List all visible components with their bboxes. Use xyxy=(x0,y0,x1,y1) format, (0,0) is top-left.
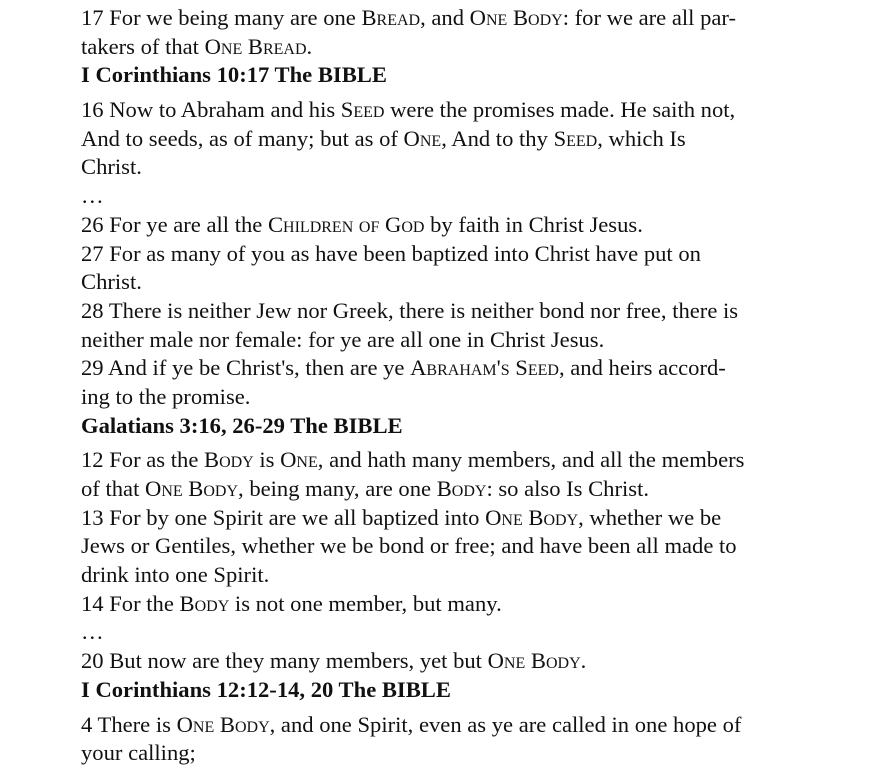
verse-line xyxy=(81,326,871,355)
verse-line xyxy=(81,647,871,676)
verse-line xyxy=(81,240,871,269)
verse-text: 28 There is neither Jew nor Greek, there is neither bond nor free, there is xyxy=(81,297,739,323)
verse-line xyxy=(81,561,871,590)
verse-line xyxy=(81,446,871,475)
emphasized-term: Body xyxy=(436,476,487,501)
verse-line xyxy=(81,211,871,240)
emphasized-term: One Body xyxy=(485,504,579,530)
verse-line xyxy=(81,711,871,740)
verse-text: , And to thy xyxy=(441,125,554,151)
verse-text: 17 For we being many are one xyxy=(81,5,362,30)
verse-line xyxy=(81,532,871,561)
emphasized-term: One Body xyxy=(487,648,581,674)
verse-text: 26 For ye are all the xyxy=(81,211,268,237)
verse-text: Jews or Gentiles, whether we be bond or free; and have been all made to xyxy=(81,533,737,559)
emphasized-term: Abraham's Seed xyxy=(410,355,559,381)
scripture-reference-heading: I Corinthians 12:12-14, 20 The BIBLE xyxy=(81,676,451,702)
verse-line xyxy=(81,590,871,619)
verse-text: , which Is xyxy=(597,125,686,151)
emphasized-term: Body xyxy=(204,447,254,473)
verse-line xyxy=(81,33,871,62)
verse-line xyxy=(81,268,871,297)
verse-line xyxy=(81,383,871,412)
verse-text: 14 For the xyxy=(81,590,180,616)
verse-line xyxy=(81,125,871,154)
verse-text: 29 And if ye be Christ's, then are ye xyxy=(81,355,411,381)
verse-text: takers of that xyxy=(81,33,205,59)
verse-text: 16 Now to Abraham and his xyxy=(81,97,341,123)
verse-text: 27 For as many of you as have been baptized into Christ have put on xyxy=(81,240,701,266)
verse-text: by faith in Christ Jesus. xyxy=(424,211,643,237)
verse-text: were the promises made. He saith not, xyxy=(384,97,736,123)
verse-text: , and heirs accord- xyxy=(558,355,726,381)
verse-text: . xyxy=(580,648,587,674)
verse-text: , and one Spirit, even as ye are called in one hope of xyxy=(269,711,742,737)
document-page xyxy=(81,4,871,768)
verse-text: . xyxy=(306,33,313,59)
verse-text: drink into one Spirit. xyxy=(81,562,270,588)
verse-text: neither male nor female: for ye are all one in Christ Jesus. xyxy=(81,326,605,352)
verse-text: 12 For as the xyxy=(81,447,204,473)
verse-text: 20 But now are they many members, yet but xyxy=(81,648,488,674)
emphasized-term: One Body xyxy=(176,711,270,737)
verse-text: , and xyxy=(420,5,470,30)
verse-text: : for we are all par- xyxy=(562,5,736,30)
verse-text: of that xyxy=(81,476,145,501)
verse-text: is xyxy=(253,447,281,473)
verse-line xyxy=(81,504,871,533)
emphasized-term: Seed xyxy=(340,97,385,123)
verse-text: Christ. xyxy=(81,154,142,180)
emphasized-term: One Body xyxy=(145,476,239,501)
verse-line xyxy=(81,297,871,326)
emphasized-term: Bread xyxy=(361,5,421,30)
verse-text: , being many, are one xyxy=(238,476,437,501)
emphasized-term: Children of God xyxy=(267,211,425,237)
verse-text: Christ. xyxy=(81,269,142,295)
emphasized-term: One xyxy=(280,447,318,473)
verse-text: your calling; xyxy=(81,740,196,766)
verse-line xyxy=(81,153,871,182)
scripture-reference-heading: Galatians 3:16, 26-29 The BIBLE xyxy=(81,412,403,438)
verse-text: 4 There is xyxy=(81,711,177,737)
verse-text: , whether we be xyxy=(578,504,722,530)
verse-line xyxy=(81,96,871,125)
emphasized-term: One xyxy=(403,125,442,151)
verse-text: … xyxy=(81,183,104,209)
emphasized-term: One Bread xyxy=(204,33,307,59)
scripture-reference-heading: I Corinthians 10:17 The BIBLE xyxy=(81,62,387,88)
verse-line xyxy=(81,475,871,504)
emphasized-term: One Body xyxy=(469,5,563,30)
verse-line xyxy=(81,739,871,768)
verse-line xyxy=(81,4,871,33)
verse-line xyxy=(81,618,871,647)
verse-text: … xyxy=(81,619,104,645)
verse-text: ing to the promise. xyxy=(81,383,251,409)
verse-line xyxy=(81,354,871,383)
verse-line xyxy=(81,182,871,211)
verse-text: , and hath many members, and all the members xyxy=(317,447,745,473)
emphasized-term: Seed xyxy=(553,125,598,151)
verse-text: is not one member, but many. xyxy=(229,590,502,616)
verse-text: 13 For by one Spirit are we all baptized into xyxy=(81,504,486,530)
verse-text: : so also Is Christ. xyxy=(486,476,649,501)
emphasized-term: Body xyxy=(179,590,230,616)
verse-text: And to seeds, as of many; but as of xyxy=(81,125,404,151)
